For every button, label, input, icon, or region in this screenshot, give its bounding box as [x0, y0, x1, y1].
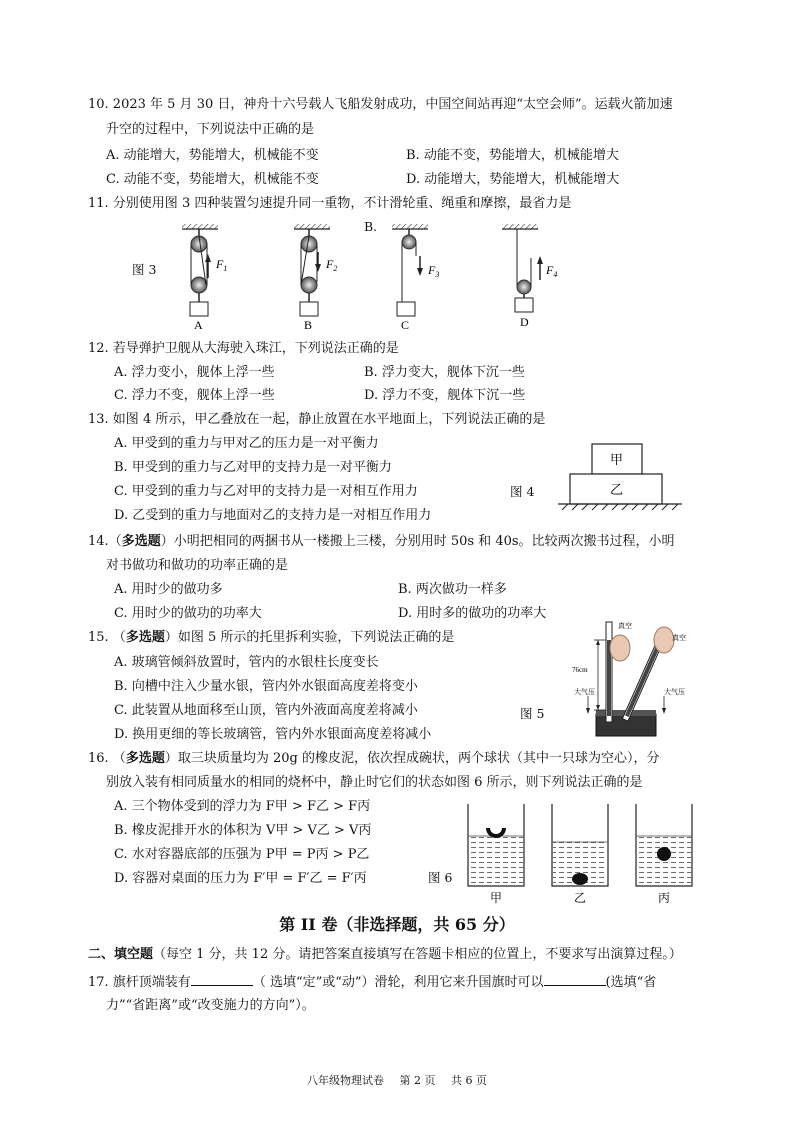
q16-multi-tag: 多选题 [125, 751, 165, 766]
q10-stem-line1: 10. 2023 年 5 月 30 日，神舟十六号载人飞船发射成功，中国空间站再迎“太空会师”。运载火箭加速 [88, 97, 673, 112]
q14-multi-tag: 多选题 [121, 534, 161, 549]
height-label: 76cm [572, 666, 588, 674]
q17-line2: 力”“省距离”或“改变施力的方向”）。 [106, 998, 315, 1013]
device-d [502, 224, 543, 312]
fig3-b-marker: B. [364, 219, 378, 234]
q17-pre: 17. 旗杆顶端装有 [88, 975, 191, 990]
q15-option-c: C. 此装置从地面移至山顶，管内外液面高度差将减小 [114, 703, 418, 718]
q17-mid: （ 选填“定”或“动”）滑轮，利用它来升国旗时可以 [252, 975, 544, 990]
atm-label-1: 大气压 [574, 688, 595, 696]
q15-number: 15. （ [88, 630, 126, 645]
atm-label-2: 大气压 [664, 688, 685, 696]
device-a-label: A [194, 318, 203, 332]
beaker-yi-label: 乙 [574, 891, 587, 905]
fig6-beakers [462, 800, 702, 908]
q16-stem-rest: ）取三块质量均为 20g 的橡皮泥，依次捏成碗状，两个球状（其中一只球为空心），分 [164, 751, 660, 766]
fig4-label: 图 4 [510, 484, 535, 499]
beaker-jia [468, 804, 524, 886]
beaker-bing [636, 804, 692, 886]
q16-stem-line2: 别放入装有相同质量水的相同的烧杯中，静止时它们的状态如图 6 所示，则下列说法正确的是 [106, 775, 643, 790]
footer-total: 共 6 页 [451, 1074, 487, 1087]
fig3-pulley-diagram [170, 222, 570, 334]
q16-option-d: D. 容器对桌面的压力为 F′甲 = F′乙 = F′丙 [114, 871, 367, 886]
force-label-f1: $F_1$ [216, 257, 228, 273]
part2-note: （每空 1 分，共 12 分。请把答案直接填写在答题卡相应的位置上，不要求写出演算过程。） [153, 947, 682, 962]
q14-option-c: C. 用时少的做功的功率大 [114, 606, 262, 621]
block-yi-label: 乙 [610, 482, 624, 497]
q15-multi-tag: 多选题 [125, 630, 165, 645]
device-d-label: D [520, 315, 529, 329]
q10-option-a: A. 动能增大，势能增大，机械能不变 [106, 148, 319, 163]
vacuum-label-1: 真空 [618, 622, 632, 630]
q15-option-a: A. 玻璃管倾斜放置时，管内的水银柱长度变长 [114, 655, 379, 670]
q11-stem: 11. 分别使用图 3 四种装置匀速提升同一重物，不计滑轮重、绳重和摩擦，最省力是 [88, 196, 572, 211]
q17-blank-2[interactable] [544, 972, 606, 986]
q13-option-b: B. 甲受到的重力与乙对甲的支持力是一对平衡力 [114, 460, 392, 475]
q10-option-d: D. 动能增大，势能增大，机械能增大 [406, 172, 620, 187]
fig4-stacked-blocks [556, 440, 686, 512]
q10-stem-line2: 升空的过程中，下列说法中正确的是 [106, 122, 315, 137]
q14-stem-line1 [88, 533, 675, 551]
q16-option-b: B. 橡皮泥排开水的体积为 V甲 > V乙 > V丙 [114, 823, 372, 838]
force-label-f4: $F_4$ [546, 263, 558, 279]
left-hand [610, 635, 630, 661]
fig6-label: 图 6 [428, 870, 453, 885]
q15-stem [88, 629, 454, 647]
beaker-jia-label: 甲 [490, 891, 503, 905]
q13-option-a: A. 甲受到的重力与甲对乙的压力是一对平衡力 [114, 436, 379, 451]
fig5-label: 图 5 [520, 706, 545, 721]
q12-option-c: C. 浮力不变，舰体上浮一些 [114, 388, 275, 403]
fig5-torricelli-experiment [566, 618, 696, 740]
device-b [294, 224, 330, 316]
q14-stem-line2: 对书做功和做功的功率正确的是 [106, 558, 289, 573]
q16-option-c: C. 水对容器底部的压强为 P甲 = P丙 > P乙 [114, 847, 370, 862]
q10-option-b: B. 动能不变，势能增大，机械能增大 [406, 148, 619, 163]
q16-stem-line1 [88, 750, 659, 768]
fig3-label: 图 3 [132, 262, 157, 277]
q14-number: 14.（ [88, 534, 122, 549]
vacuum-label-2: 真空 [672, 634, 686, 642]
q17-line1 [88, 972, 656, 992]
force-label-f2: $F_2$ [326, 257, 338, 273]
beaker-yi [552, 804, 608, 886]
q15-stem-rest: ）如图 5 所示的托里拆利实验，下列说法正确的是 [164, 630, 455, 645]
block-jia-label: 甲 [610, 452, 624, 467]
q17-post: (选填“省 [605, 975, 657, 990]
footer-subject: 八年级物理试卷 [307, 1074, 384, 1087]
q12-stem: 12. 若导弹护卫舰从大海驶入珠江，下列说法正确的是 [88, 341, 399, 356]
q13-option-c: C. 甲受到的重力与乙对甲的支持力是一对相互作用力 [114, 484, 418, 499]
page-footer [0, 1072, 794, 1088]
right-hand [654, 627, 674, 653]
q16-option-a: A. 三个物体受到的浮力为 F甲 > F乙 > F丙 [114, 799, 371, 814]
q13-stem: 13. 如图 4 所示，甲乙叠放在一起，静止放置在水平地面上，下列说法正确的是 [88, 412, 546, 427]
q12-option-d: D. 浮力不变，舰体下沉一些 [364, 388, 526, 403]
q15-option-d: D. 换用更细的等长玻璃管，管内外水银面高度差将减小 [114, 727, 432, 742]
solid-ball [572, 873, 588, 885]
q13-option-d: D. 乙受到的重力与地面对乙的支持力是一对相互作用力 [114, 508, 432, 523]
device-c-label: C [401, 318, 410, 332]
beaker-bing-label: 丙 [658, 891, 671, 905]
section-title: 第 II 卷（非选择题，共 65 分） [279, 915, 515, 934]
footer-page: 第 2 页 [399, 1074, 436, 1087]
q16-number: 16. （ [88, 751, 126, 766]
device-c [392, 224, 428, 316]
device-a [182, 224, 218, 316]
device-b-label: B [304, 318, 313, 332]
q12-option-b: B. 浮力变大，舰体下沉一些 [364, 365, 525, 380]
q12-option-a: A. 浮力变小，舰体上浮一些 [114, 365, 275, 380]
part2-header [88, 946, 682, 964]
q14-option-a: A. 用时少的做功多 [114, 582, 223, 597]
hollow-ball [657, 847, 671, 861]
force-label-f3: $F_3$ [428, 263, 440, 279]
q14-option-d: D. 用时多的做功的功率大 [398, 606, 547, 621]
part2-title: 二、填空题 [88, 947, 154, 962]
q17-blank-1[interactable] [191, 972, 253, 986]
q15-option-b: B. 向槽中注入少量水银，管内外水银面高度差将变小 [114, 679, 418, 694]
q10-option-c: C. 动能不变，势能增大，机械能不变 [106, 172, 319, 187]
q14-stem-rest: ）小明把相同的两捆书从一楼搬上三楼，分别用时 50s 和 40s。比较两次搬书过程，小明 [160, 534, 675, 549]
q14-option-b: B. 两次做功一样多 [398, 582, 507, 597]
